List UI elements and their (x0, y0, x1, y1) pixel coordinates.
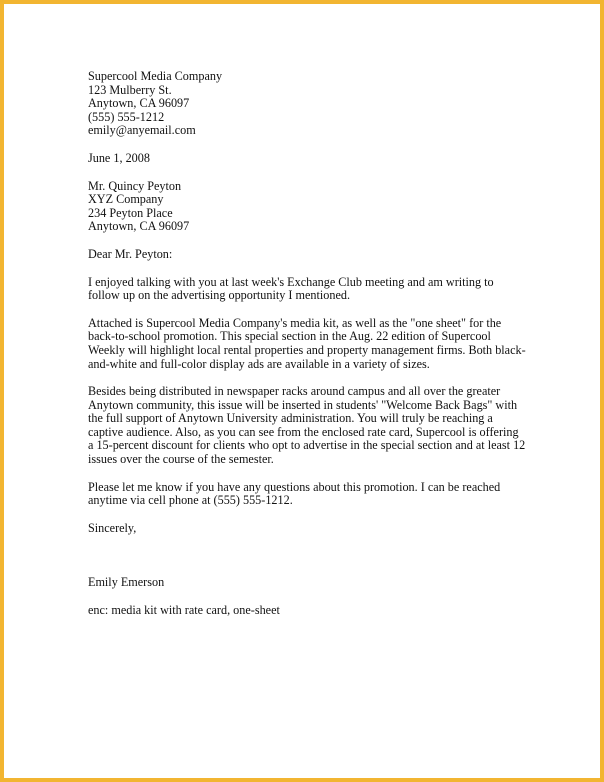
paragraph-line: follow up on the advertising opportunity I mentioned. (88, 288, 350, 303)
paragraph-2 (88, 317, 528, 371)
recipient-name: Mr. Quincy Peyton (88, 178, 182, 193)
paragraph-line: the full support of Anytown University administration. You will truly be reaching a (88, 411, 493, 426)
closing: Sincerely, (88, 520, 137, 535)
signature-block (88, 576, 528, 590)
paragraph-4 (88, 481, 528, 508)
enclosure-block (88, 604, 528, 618)
letter-date: June 1, 2008 (88, 150, 150, 165)
sender-company: Supercool Media Company (88, 69, 223, 83)
recipient-address (88, 180, 528, 234)
paragraph-line: Anytown community, this issue will be inserted in students' "Welcome Back Bags" with (88, 397, 518, 412)
paragraph-line: Weekly will highlight local rental properties and property management firms. Both black- (88, 342, 526, 357)
paragraph-line: and-white and full-color display ads are available in a variety of sizes. (88, 356, 430, 371)
paragraph-line: I enjoyed talking with you at last week's Exchange Club meeting and am writing to (88, 274, 494, 289)
paragraph-line: issues over the course of the semester. (88, 452, 274, 467)
salutation-block (88, 248, 528, 262)
paragraph-line: back-to-school promotion. This special section in the Aug. 22 edition of Supercool (88, 329, 491, 344)
paragraph-1 (88, 276, 528, 303)
letter-body (88, 70, 528, 618)
paragraph-line: anytime via cell phone at (555) 555-1212. (88, 493, 293, 508)
recipient-city: Anytown, CA 96097 (88, 219, 190, 234)
paragraph-3 (88, 385, 528, 467)
sender-address (88, 70, 528, 138)
paragraph-line: Attached is Supercool Media Company's media kit, as well as the "one sheet" for the (88, 315, 502, 330)
salutation: Dear Mr. Peyton: (88, 246, 173, 261)
paragraph-line: captive audience. Also, as you can see from the enclosed rate card, Supercool is offering (88, 424, 519, 439)
recipient-company: XYZ Company (88, 192, 164, 207)
enclosure-note: enc: media kit with rate card, one-sheet (88, 603, 280, 618)
sender-city: Anytown, CA 96097 (88, 96, 190, 111)
letter-date-block (88, 152, 528, 166)
closing-block (88, 522, 528, 536)
paragraph-line: Besides being distributed in newspaper racks around campus and all over the greater (88, 384, 501, 399)
sender-street: 123 Mulberry St. (88, 82, 172, 97)
sender-email: emily@anyemail.com (88, 123, 196, 138)
paragraph-line: a 15-percent discount for clients who opt to advertise in the special section and at least 12 (88, 438, 526, 453)
signature-name: Emily Emerson (88, 575, 165, 590)
paragraph-line: Please let me know if you have any questions about this promotion. I can be reached (88, 479, 501, 494)
recipient-street: 234 Peyton Place (88, 205, 173, 220)
sender-phone: (555) 555-1212 (88, 109, 165, 124)
